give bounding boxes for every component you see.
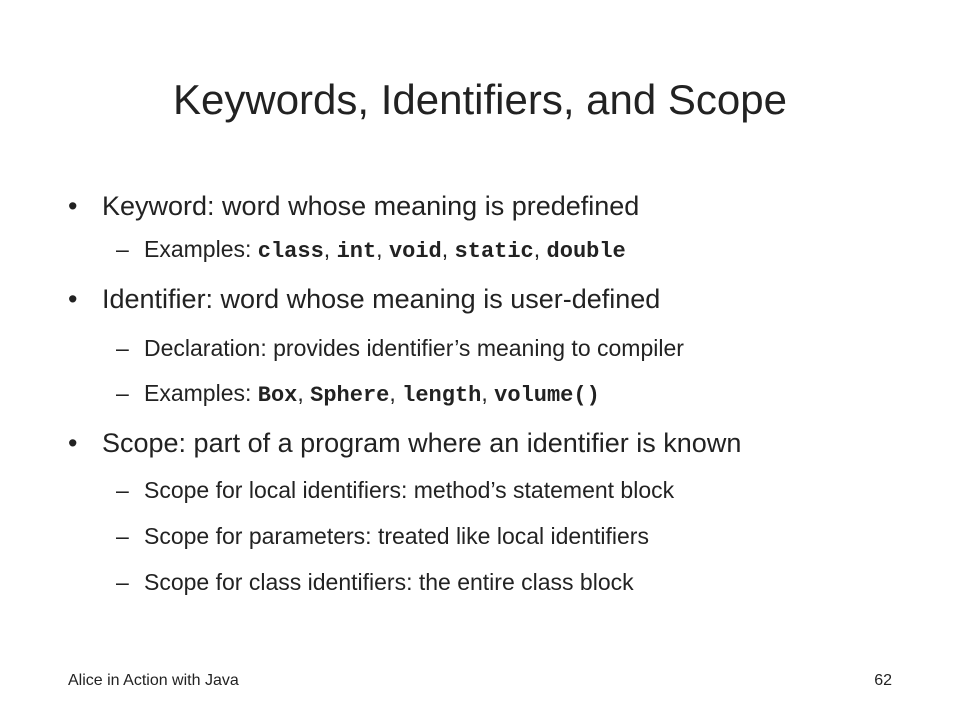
footer-page-number: 62 <box>874 672 892 689</box>
separator: , <box>323 236 337 262</box>
code-identifier: length <box>402 383 482 408</box>
sub-bullet-text: Declaration: provides identifier’s meaning to compiler <box>144 335 684 361</box>
sub-bullet-text: Scope for local identifiers: method’s statement block <box>144 477 675 503</box>
code-keyword: int <box>336 239 377 264</box>
bullet-dot: • <box>68 284 78 314</box>
separator: , <box>481 380 495 406</box>
sub-bullet-dash: – <box>116 523 129 549</box>
sub-bullet-dash: – <box>116 335 129 361</box>
sub-bullet-text <box>144 234 626 267</box>
code-keyword: static <box>454 239 534 264</box>
sub-bullet-text: Scope for parameters: treated like local identifiers <box>144 523 649 549</box>
sub-bullet-dash: – <box>116 477 129 503</box>
sub-bullet-dash: – <box>116 380 129 406</box>
examples-label: Examples: <box>144 236 258 262</box>
code-identifier: Sphere <box>310 383 390 408</box>
separator: , <box>533 236 547 262</box>
separator: , <box>389 380 403 406</box>
bullet-dot: • <box>68 428 78 458</box>
sub-bullet-text <box>144 378 600 411</box>
code-keyword: class <box>257 239 324 264</box>
examples-label: Examples: <box>144 380 258 406</box>
bullet-text: Scope: part of a program where an identifier is known <box>102 428 742 458</box>
footer-course-title: Alice in Action with Java <box>68 672 239 689</box>
bullet-dot: • <box>68 191 78 221</box>
sub-bullet-text: Scope for class identifiers: the entire class block <box>144 569 634 595</box>
code-identifier: Box <box>257 383 298 408</box>
separator: , <box>376 236 389 262</box>
bullet-text: Keyword: word whose meaning is predefined <box>102 191 640 221</box>
separator: , <box>297 380 311 406</box>
code-keyword: double <box>546 239 626 264</box>
code-keyword: void <box>388 239 442 264</box>
bullet-text: Identifier: word whose meaning is user-defined <box>102 284 661 314</box>
slide-title: Keywords, Identifiers, and Scope <box>172 76 787 123</box>
sub-bullet-dash: – <box>116 569 129 595</box>
separator: , <box>441 236 455 262</box>
sub-bullet-dash: – <box>116 236 129 262</box>
code-identifier: volume() <box>494 383 600 408</box>
